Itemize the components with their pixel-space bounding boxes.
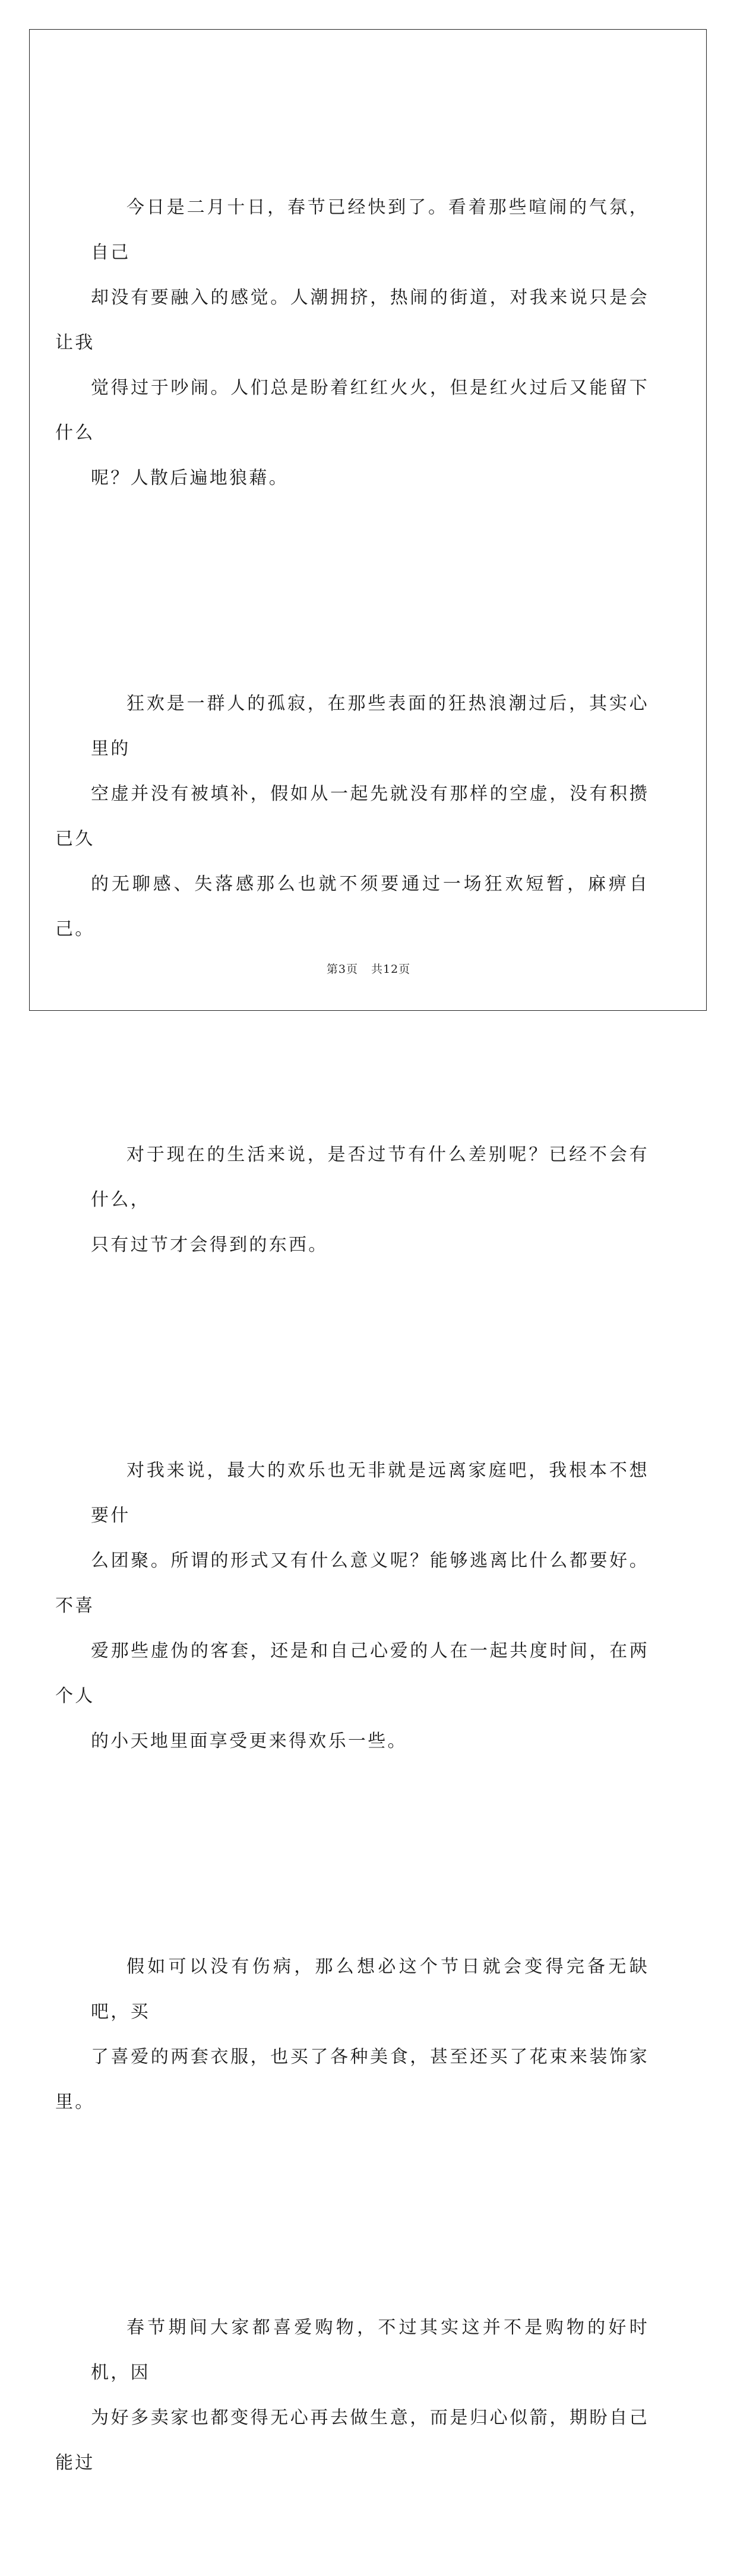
paragraph — [55, 95, 649, 591]
text-line: 的无聊感、失落感那么也就不须要通过一场狂欢短暂，麻痹自己。 — [55, 874, 649, 940]
text-line: 觉得过于吵闹。人们总是盼着红红火火，但是红火过后又能留下什么 — [55, 377, 649, 443]
paragraph — [55, 2215, 649, 2576]
text-line: 爱那些虚伪的客套，还是和自己心爱的人在一起共度时间，在两个人 — [55, 1641, 649, 1706]
text-line: 对于现在的生活来说，是否过节有什么差别呢？已经不会有什么， — [91, 1144, 649, 1210]
text-line: 假如可以没有伤病，那么想必这个节日就会变得完备无缺吧，买 — [91, 1956, 649, 2022]
text-line: 呢？人散后遍地狼藉。 — [91, 468, 289, 488]
text-line: 空虚并没有被填补，假如从一起先就没有那样的空虚，没有积攒已久 — [55, 783, 649, 849]
text-line: 今日是二月十日，春节已经快到了。看着那些喧闹的气氛，自己 — [91, 197, 649, 263]
text-line: 狂欢是一群人的孤寂，在那些表面的狂热浪潮过后，其实心里的 — [91, 693, 649, 759]
text-line: 春节期间大家都喜爱购物，不过其实这并不是购物的好时机，因 — [91, 2317, 649, 2383]
page-total: 共12页 — [371, 963, 411, 976]
document-body — [55, 95, 649, 2576]
text-line: 只有过节才会得到的东西。 — [91, 1235, 328, 1255]
text-line: 对我来说，最大的欢乐也无非就是远离家庭吧，我根本不想要什 — [91, 1460, 649, 1526]
text-line: 的小天地里面享受更来得欢乐一些。 — [91, 1731, 407, 1752]
paragraph — [55, 1358, 649, 1854]
page-number: 第3页 — [326, 963, 358, 976]
text-line: 为好多卖家也都变得无心再去做生意，而是归心似箭，期盼自己能过 — [55, 2407, 649, 2473]
page-footer — [0, 960, 737, 976]
text-line: 却没有要融入的感觉。人潮拥挤，热闹的街道，对我来说只是会让我 — [55, 287, 649, 353]
paragraph — [91, 1042, 649, 1358]
text-line: 么团聚。所谓的形式又有什么意义呢？能够逃离比什么都要好。不喜 — [55, 1550, 649, 1616]
text-line: 了喜爱的两套衣服，也买了各种美食，甚至还买了花束来装饰家里。 — [55, 2047, 649, 2112]
paragraph — [55, 1854, 649, 2215]
